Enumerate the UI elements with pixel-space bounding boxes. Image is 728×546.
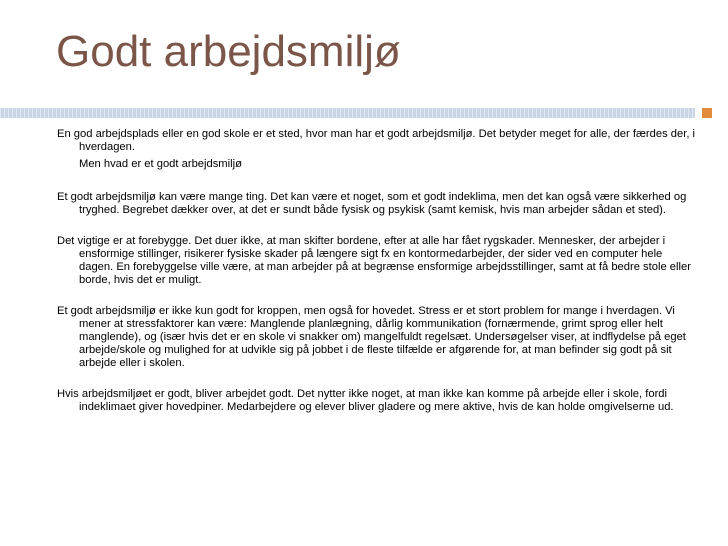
body-paragraph-prevention: Det vigtige er at forebygge. Det duer ikke, at man skifter bordene, efter at alle har fået rygskader. Mennesker, der arbejder i ensformige stillinger, risikerer fysiske skader på længere sigt fx en kontormedarbejder, der sider ved en computer hele dagen. En forebyggelse ville være, at man arbejder på at begrænse ensformige arbejdsstillinger, samt at få bedre stole eller borde, hvis det er muligt. (57, 235, 691, 286)
body-paragraph-stress: Et godt arbejdsmiljø er ikke kun godt for kroppen, men også for hovedet. Stress er et stort problem for mange i hverdagen. Vi mener at stressfaktorer kan være: Manglende planlægning, dårlig kommunikation (fornærmende, grimt sprog eller helt manglende), og (især hvis det er en skole vi snakker om) mangelfuldt regelsæt. Undersøgelser viser, at indflydelse på eget arbejde/skole og mulighed for at udvikle sig på jobbet i de fleste tilfælde er afgørende for, at man befinder sig godt på sit arbejde eller i skolen. (57, 305, 686, 369)
body-paragraph-intro: En god arbejdsplads eller en god skole er et sted, hvor man har et godt arbejdsmiljø. Det betyder meget for alle, der færdes der, i hverdagen. (57, 128, 696, 153)
title-divider (0, 108, 728, 118)
body-paragraph-conclusion: Hvis arbejdsmiljøet er godt, bliver arbejdet godt. Det nytter ikke noget, at man ikke kan komme på arbejde eller i skole, fordi indeklimaet giver hovedpiner. Medarbejdere og elever bliver gladere og mere aktive, hvis de kan holde omgivelserne ud. (57, 388, 674, 413)
slide-title: Godt arbejdsmiljø (56, 27, 401, 76)
divider-bar (0, 108, 695, 118)
slide-body (57, 128, 697, 432)
body-paragraph-definition: Et godt arbejdsmiljø kan være mange ting. Det kan være et noget, som et godt indeklima, men det kan også være sikkerhed og tryghed. Begrebet dækker over, at det er sundt både fysisk og psykisk (samt kemisk, hvis man arbejder sådan et sted). (57, 191, 687, 216)
divider-accent-square (702, 108, 712, 118)
body-subline: Men hvad er et godt arbejdsmiljø (79, 158, 242, 170)
